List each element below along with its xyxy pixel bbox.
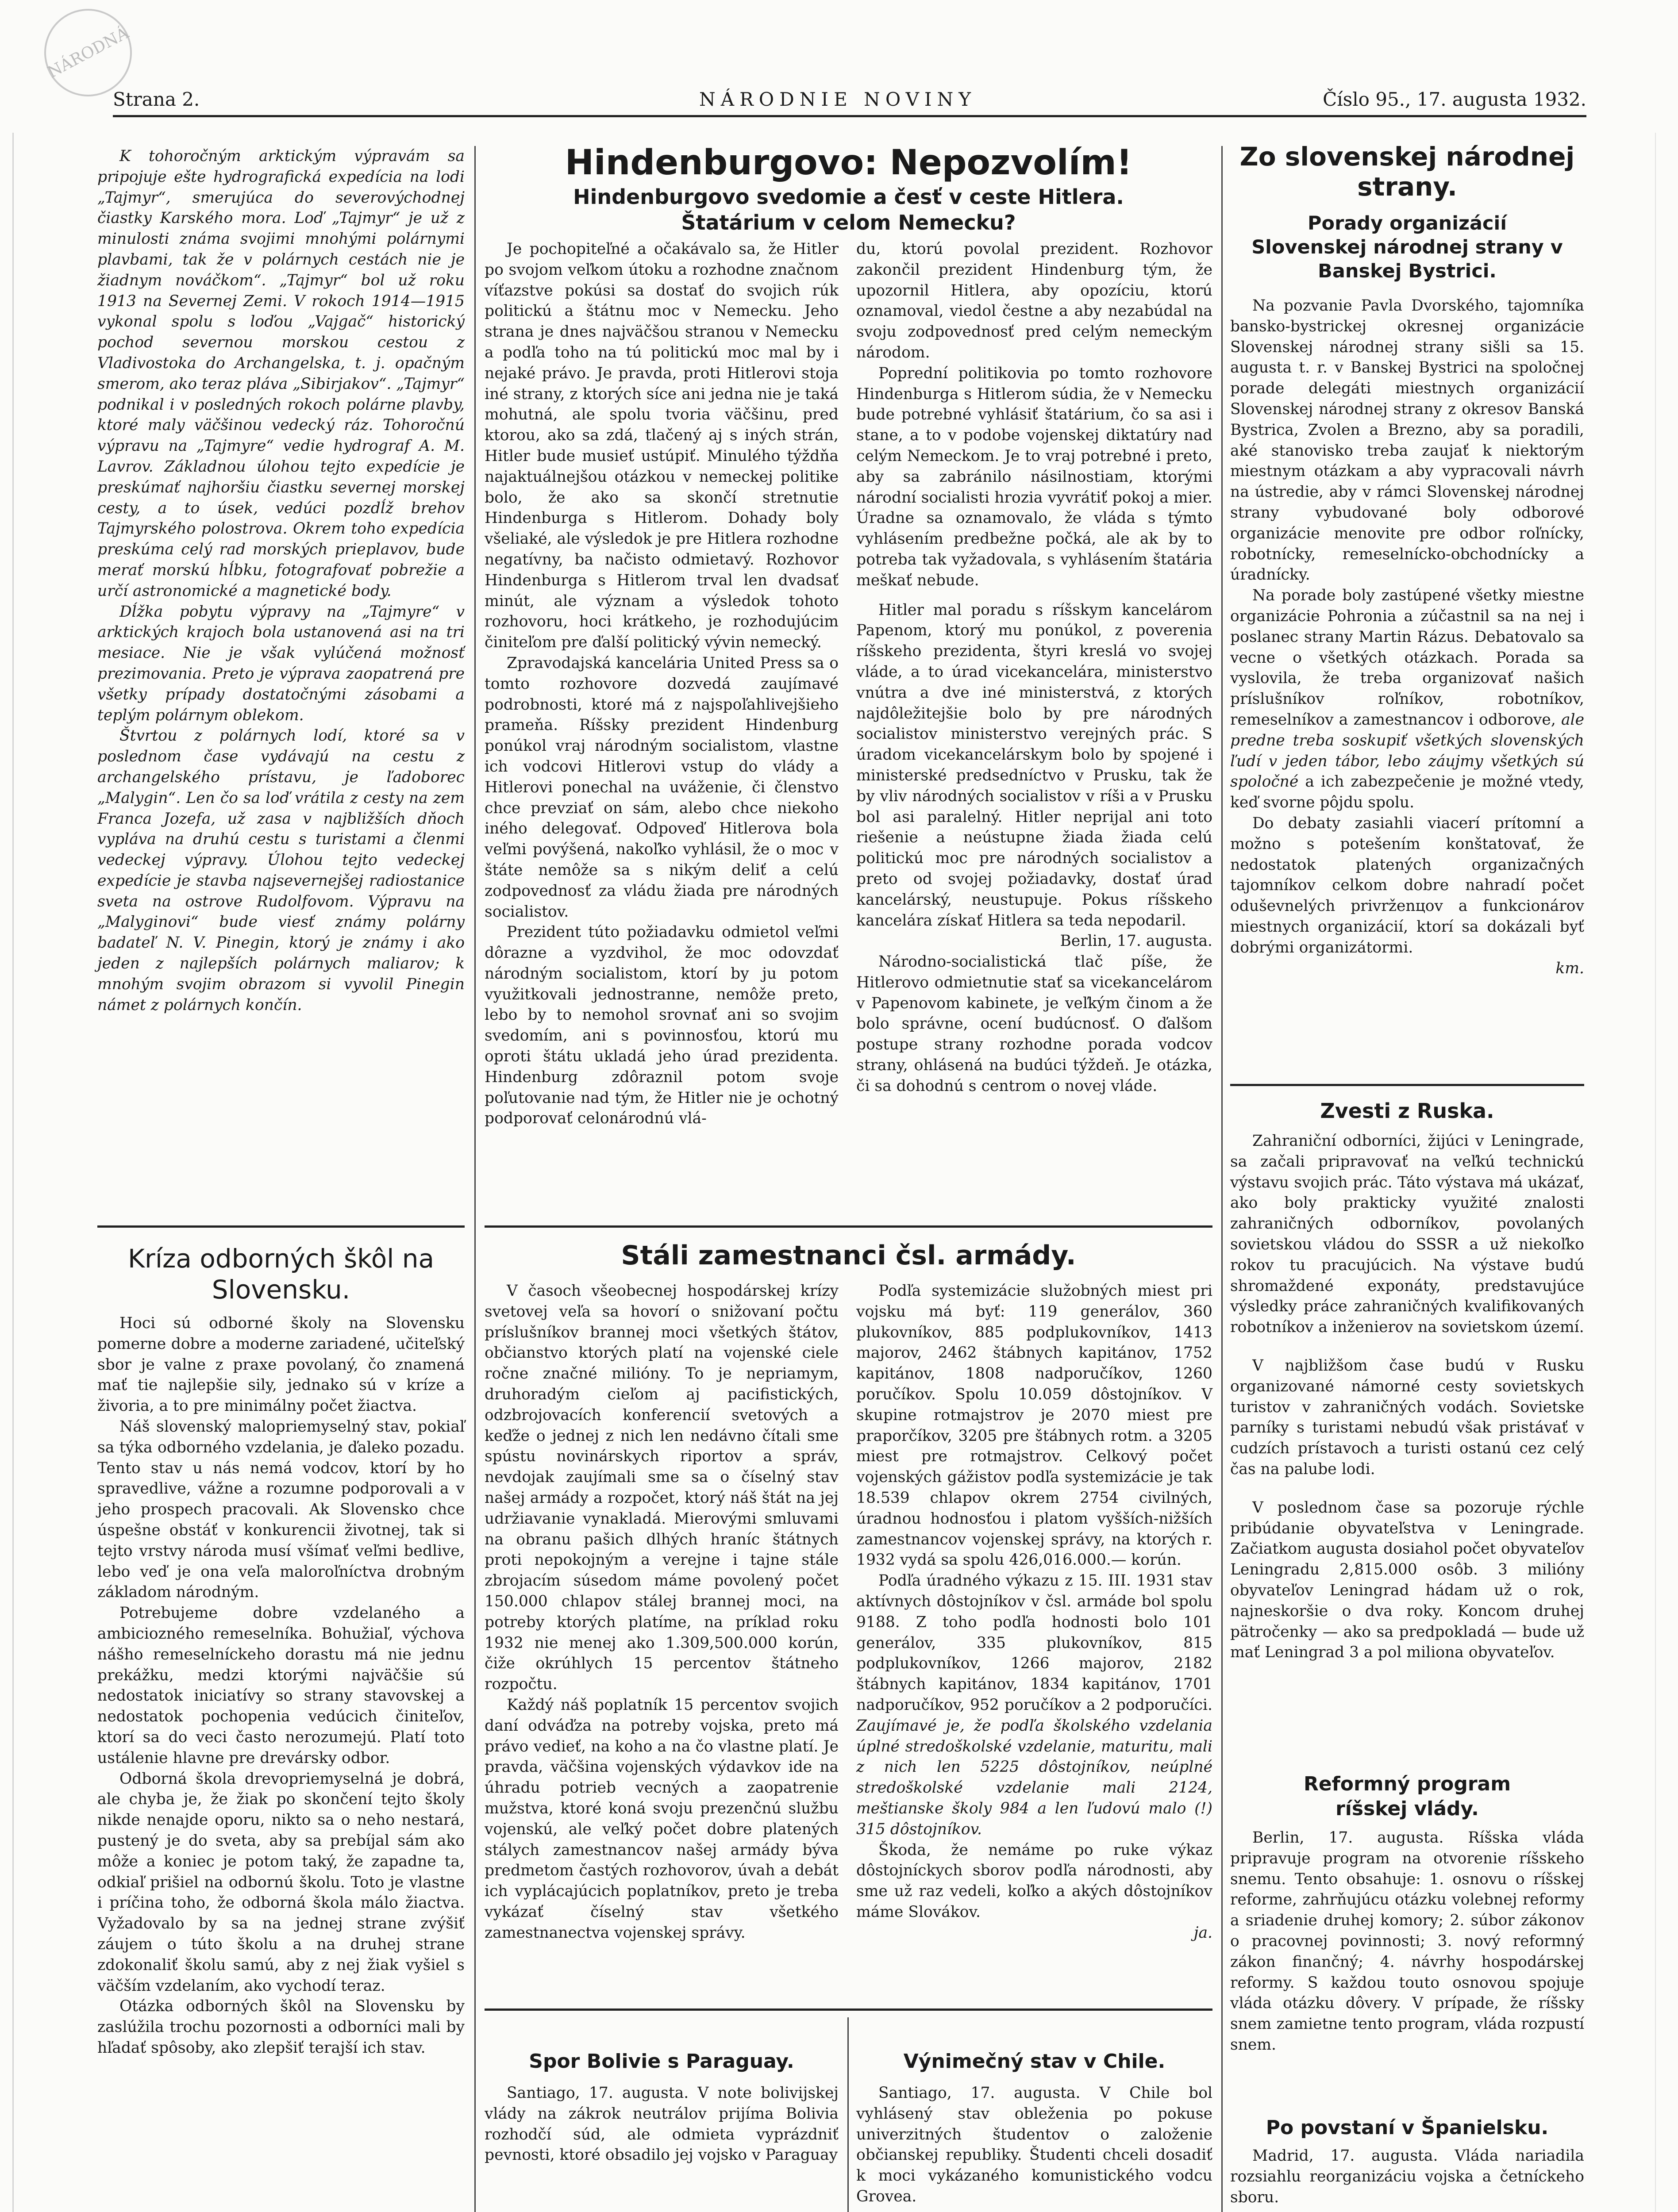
scan-edge-mark (12, 133, 14, 2212)
paragraph (856, 1571, 1212, 1839)
paragraph: Zpravodajská kancelária United Press sa o tomto rozhovore dozvedá zaujímavé podrobnosti, ktoré má z najspoľahlivejšieho prameňa. Ríšsky prezident Hindenburg ponúkol vraj národným socialistom, vlastne ich vodcovi Hitlerovi vstup do vlády a Hitlerovi ponechal na uváženie, či členstvo chce prevziať on sám, alebo chce niekoho iného delegovať. Odpoveď Hitlerova bola veľmi povýšená, nakoľko vyhlásil, že o moc v štáte nemôže sa s nikým deliť a celú zodpovednosť za vládu žiada pre národných socialistov. (485, 654, 839, 921)
page-number: Strana 2. (113, 88, 200, 110)
article-kriza (97, 1243, 465, 2058)
article-subtitle: Porady organizácií Slovenskej národnej strany v Banskej Bystrici. (1251, 212, 1563, 282)
text-run-italic: ale predne treba soskupiť všetkých slovenských ľudí v jeden tábor, lebo záujmy všetkých sú spoločné (1230, 710, 1585, 791)
author-signature: km. (1555, 959, 1584, 977)
article-zo-strany (1230, 142, 1584, 979)
column-divider (847, 2017, 849, 2212)
paragraph: Na pozvanie Pavla Dvorského, tajomníka bansko-bystrickej okresnej organizácie Slovenskej národnej strany sišli sa 15. augusta t. r. v Banskej Bystrici na spoločnej porade delegáti miestnych organizácií Slovenskej národnej strany z okresov Banská Bystrica, Zvolen a Brezno, aby sa poradili, aké stanovisko treba zaujať k niektorým miestnym otázkam a aby vypracovali návrh na ústredie, aby v rámci Slovenskej národnej strany vybudované boly odborové organizácie menovite pre odbor roľnícky, robotnícky, remeselnícko-obchodnícky a úradnícky. (1230, 297, 1584, 584)
paragraph: Santiago, 17. augusta. V note bolivijskej vlády na zákrok neutrálov prijíma Bolivia rozhodčí súd, ale odmieta vyprázdniť pevnosti, ktoré obsadilo jej vojsko v Paraguay (485, 2084, 839, 2164)
paragraph: Národno-socialistická tlač píše, že Hitlerovo odmietnutie stať sa vicekancelárom v Papenovom kabinete, je veľkým činom a že bolo správne, ocení budúcnosť. O ďalšom postupe strany rozhodne porada vodcov strany, ohlásená na budúci týždeň. Je otázka, či sa dohodnú s centrom o novej vláde. (856, 953, 1212, 1095)
article-title: Zvesti z Ruska. (1320, 1099, 1494, 1123)
paragraph: Každý náš poplatník 15 percentov svojich daní odváďza na potreby vojska, preto má právo vedieť, na koho a na čo vlastne platí. Je pravda, väčšina vojenských výdavkov ide na úhradu potrieb vecných a zaopatrenie mužstva, ktoré koná svoju prezenčnú službu vojenskú, ale veľký počet dobre platených stálych zamestnancov našej armády býva predmetom častých rozhovorov, úvah a debát ich vyplácajúcich poplatníkov, preto je treba vykázať číselný stav všetkého zamestnanectva vojenskej správy. (485, 1696, 839, 1942)
article-separator (97, 1225, 465, 1228)
article-title: Zo slovenskej národnej strany. (1239, 142, 1575, 202)
article-stali-header (485, 1239, 1212, 1272)
paragraph: K tohoročným arktickým výpravám sa pripojuje ešte hydrografická expedícia na lodi „Tajmyr“, smerujúca do severovýchodnej čiastky Karského mora. Loď „Tajmyr“ je už z minulosti známa svojimi mnohými polárnymi plavbami, tak že v polárnych cestách nie je žiadnym nováčkom“. „Tajmyr“ bol už roku 1913 na Severnej Zemi. V rokoch 1914—1915 vykonal spolu s loďou „Vajgač“ historický pochod severnou morskou cestou z Vladivostoka do Archangelska, t. j. opačným smerom, ako teraz pláva „Sibirjakov“. „Tajmyr“ podnikal i v posledných rokoch polárne plavby, ktoré maly väčšinou vedecký ráz. Tohoročnú výpravu na „Tajmyre“ vedie hydrograf A. M. Lavrov. Základnou úlohou tejto expedície je preskúmať najhoršiu čiastku severnej morskej cesty, a to úsek, vedúci pozdĺž brehov Tajmyrského polostrova. Okrem toho expedícia preskúma celý rad morských prieplavov, bude merať morskú hĺbku, fotografovať pobrežie a určí astronomické a magnetické body. (97, 147, 465, 600)
paragraph: Podľa systemizácie služobných miest pri vojsku má byť: 119 generálov, 360 plukovníkov, 885 podplukovníkov, 1413 majorov, 2462 štábnych kapitánov, 1752 kapitánov, 1808 nadporučíkov, 1260 poručíkov. Spolu 10.059 dôstojníkov. V skupine rotmajstrov je 2070 miest pre praporčíkov, 3205 pre štábnych rotm. a 3205 miest pre rotmajstrov. Celkový počet vojenských gážistov podľa systemizácie je tak 18.539 chlapov okrem 2754 civilných, úradnou hodnosťou i platom vyšších-nižších zamestnancov vojenskej správy, na ktorých r. 1932 vydá sa spolu 426,016.000.— korún. (856, 1282, 1212, 1569)
paragraph: Štvrtou z polárnych lodí, ktoré sa v poslednom čase vydávajú na cestu z archangelského prístavu, je ľadoborec „Malygin“. Len čo sa loď vrátila z cesty na zem Franca Jozefa, už zasa v najbližších dňoch vypláva na druhú cestu s turistami a členmi vedeckej výpravy. Úlohou tejto vedeckej expedície je stavba najsevernejšej radiostanice sveta na ostrove Rudolfovom. Výpravu na „Malyginovi“ bude viesť známy polárny badateľ N. V. Pinegin, ktorý je známy i ako jeden z najlepších polárnych maliarov; k mnohým svojim obrazom si vyvolil Pinegin námet z polárnych končín. (97, 727, 465, 1014)
paragraph: Otázka odborných škôl na Slovensku by zaslúžila trochu pozornosti a odborníci mali by hľadať spôsoby, ako zlepšiť terajší ich stav. (97, 1997, 465, 2057)
hindenburg-col-left (485, 239, 839, 1129)
issue-info: Číslo 95., 17. augusta 1932. (1323, 88, 1586, 110)
paragraph: Dĺžka pobytu výpravy na „Tajmyre“ v arktických krajoch bola ustanovená asi na tri mesiace. Nie je však vylúčená možnosť prezimovania. Preto je výprava zaopatrená pre všetky prípady dostatočnými zásobami a teplým polárnym oblekom. (97, 603, 465, 724)
text-run: a ich zabezpečenie je možné vtedy, keď svorne pôjdu spolu. (1230, 773, 1584, 812)
paragraph: Škoda, že nemáme po ruke výkaz dôstojníckych sborov podľa národnosti, aby sme už raz vedeli, koľko a akých dôstojníkov máme Slovákov. (856, 1841, 1212, 1921)
paragraph: Hoci sú odborné školy na Slovensku pomerne dobre a moderne zariadené, učiteľský sbor je valne z praxe povolaný, čo znamená mať tie najlepšie sily, jednako sú v kríze a živoria, a to pre minimálny počet žiactva. (97, 1314, 465, 1415)
article-subtitle: Hindenburgovo svedomie a česť v ceste Hitlera. (573, 185, 1124, 209)
paragraph: Santiago, 17. augusta. V Chile bol vyhlásený stav obleženia po pokuse univerzitných študentov o založenie občianskej republiky. Študenti chceli dosadiť k moci vykázaného komunistického vodcu Grovea. (856, 2084, 1212, 2205)
dateline: Berlin, 17. augusta. (1060, 932, 1212, 950)
article-spor (485, 2048, 839, 2166)
paragraph: V poslednom čase sa pozoruje rýchle pribúdanie obyvateľstva v Leningrade. Začiatkom augusta dosiahol počet obyvateľov Leningradu 2,815.000 osôb. 3 milióny obyvateľov Leningrad hádam už o rok, najneskoršie o dva roky. Koncom druhej pätročenky — ako sa predpokladá — bude už mať Leningrad 3 a pol miliona obyvateľov. (1230, 1498, 1584, 1662)
paragraph: Odborná škola drevopriemyselná je dobrá, ale chyba je, že žiak po skončení tejto školy nikde nenajde oporu, nikto sa o neho nestará, pustený je do sveta, aby sa prebíjal sám ako môže a koniec je potom taký, že zapadne ta, odkiaľ prišiel na odbornú školu. Toto je vlastne i príčina toho, že odborná škola málo žiactva. Vyžadovalo by sa na jednej strane zvýšiť záujem o túto školu a na druhej strane zdokonaliť školu samú, aby z nej žiak vyšiel s väčším vzdelaním, ako vychodí teraz. (97, 1770, 465, 1995)
article-separator (485, 2008, 1212, 2011)
paragraph: Potrebujeme dobre vzdelaného a ambiciozného remeselníka. Bohužiaľ, výchova nášho remeselníckeho dorastu má nie jednu prekážku, medzi ktorými najväčšie sú nedostatok iniciatívy so strany stavovskej a nedostatok pochopenia vedúcich činiteľov, ktorí sa do veci často nerozumejú. Platí toto ustálenie hlavne pre drevársky odbor. (97, 1604, 465, 1767)
hindenburg-col-right (856, 239, 1212, 1097)
article-title: Hindenburgovo: Nepozvolím! (565, 143, 1132, 183)
article-title: Reformný program ríšskej vlády. (1303, 1773, 1511, 1820)
article-title: Spor Bolivie s Paraguay. (529, 2050, 794, 2073)
column-divider (1221, 146, 1223, 2212)
paragraph (1230, 585, 1584, 813)
stamp-text: NÁRODNÁ (44, 23, 132, 82)
article-reform (1230, 1772, 1584, 2055)
column-divider (474, 146, 476, 2212)
text-run-italic: Zaujímavé je, že podľa školského vzdelania úplné stredoškolské vzdelanie, maturitu, mali z nich len 5225 dôstojníkov, neúplné stredoškolské vzdelanie mali 2124, meštianske školy 984 a len ľudovú malo (!) 315 dôstojníkov. (856, 1717, 1212, 1838)
scan-edge-mark (1655, 133, 1656, 2212)
article-hindenburg-header (485, 142, 1212, 235)
paragraph: V časoch všeobecnej hospodárskej krízy svetovej veľa sa hovorí o snižovaní počtu príslušníkov brannej moci všetkých štátov, občianstvo ktorých platí na vojenské ciele ročne značné milióny. To je nepriamym, druhoradým cieľom aj pacifistických, odzbrojovacích konferencií svetových a keďže o jednej z nich len nedávno čítali sme spústu novinárskych riportov a správ, nevdojak zaujímali sme sa o číselný stav našej armády a rozpočet, ktorý náš štát na jej udržiavanie vynakladá. Mierovými smluvami na obranu pašich dlhých hraníc štátnych proti nepokojným a verejne i tajne stále zbrojacím súsedom máme povolený počet 150.000 chlapov stálej brannej moci, na potreby ktorých platíme, na príklad roku 1932 nie menej ako 1.309,500.000 korún, čiže okrúhlych 15 percentov štátneho rozpočtu. (485, 1282, 839, 1694)
paragraph: Berlin, 17. augusta. Ríšska vláda pripravuje program na otvorenie ríšskeho snemu. Tento obsahuje: 1. osnovu o ríšskej reforme, zahrňujúcu otázku volebnej reformy a sriadenie druhej komory; 2. súbor zákonov o pracovnej povinnosti; 3. nový reformný zákon finančný; 4. návrhy hospodárskej reformy. S každou touto osnovou spojuje vláda otázku dôvery. V prípade, že ríšsky snem zamietne tento program, vláda rozpustí snem. (1230, 1829, 1584, 2054)
article-separator (485, 1225, 1212, 1228)
paragraph: Je pochopiteľné a očakávalo sa, že Hitler po svojom veľkom útoku a rozhodne značnom víťazstve pokúsi sa dostať do svojich rúk politickú a štátnu moc v Nemecku. Jeho strana je dnes najväčšou stranou v Nemecku a podľa toho na tú politickú moc mal by i nejaké právo. Je pravda, proti Hitlerovi stoja iné strany, z ktorých síce ani jedna nie je taká mohutná, ale spolu tvoria väčšinu, pred ktorou, ako sa zdá, tlačený aj s iných strán, Hitler bude musieť ustúpiť. Minulého týždňa najaktuálnejšou otázkou v nemeckej politike bolo, že ako sa skončí stretnutie Hindenburga s Hitlerom. Dohady boly všeliaké, ale výsledok je pre Hitlera rozhodne negatívny, ba načisto odmietavý. Rozhovor Hindenburga s Hitlerom trval len dvadsať minút, ale význam a výsledok tohoto rozhovoru, hoci krátkeho, je rozhodujúcim činiteľom pre ďalší politický vývin nemecký. (485, 240, 839, 652)
text-run: Na porade boly zastúpené všetky miestne organizácie Pohronia a zúčastnil sa na nej i poslanec strany Martin Rázus. Debatovalo sa vecne o všetkých otázkach. Porada sa vyslovila, že treba organizovať našich príslušníkov roľníkov, robotníkov, remeselníkov a zamestnancov i odborove, (1230, 587, 1584, 729)
article-spain (1230, 2115, 1584, 2208)
stali-col-left (485, 1281, 839, 1943)
paragraph: du, ktorú povolal prezident. Rozhovor zakončil prezident Hindenburg tým, že upozornil Hitlera, aby opozíciu, ktorú oznamoval, viedol čestne a aby nezabúdal na svoju zodpovednosť pred celým nemeckým národom. (856, 240, 1212, 361)
article-title: Výnimečný stav v Chile. (903, 2050, 1166, 2073)
paragraph: Do debaty zasiahli viacerí prítomní a možno s potešením konštatovať, že nedostatok platených organizačných tajomníkov celkom dobre nahradí počet oduševnelých privrženцov a funkcionárov miestnych organizácií, ktorí sa dokázali byť dobrými organizátormi. (1230, 814, 1584, 956)
article-title: Po povstaní v Španielsku. (1266, 2116, 1549, 2139)
article-subtitle: Štatárium v celom Nemecku? (681, 211, 1016, 234)
text-run: Podľa úradného výkazu z 15. III. 1931 stav aktívnych dôstojníkov v čsl. armáde bol spolu 9188. Z toho podľa hodnosti bolo 101 generálov, 335 plukovníkov, 815 podplukovníkov, 1266 majorov, 2182 štábnych kapitánov, 1834 kapitánov, 1701 nadporučíkov, 952 poručíkov a 2 podporučíci. (856, 1572, 1212, 1714)
article-separator (1230, 1084, 1584, 1086)
newspaper-title: NÁRODNIE NOVINY (699, 88, 977, 110)
article-title: Kríza odborných škôl na Slovensku. (127, 1244, 435, 1305)
paragraph: V najbližšom čase budú v Rusku organizované námorné cesty sovietskych turistov v zahraničných vodách. Sovietske parníky s turistami nebudú však pristávať v cudzích prístavoch a turisti ostanú cez celý čas na palube lodi. (1230, 1356, 1584, 1478)
page-header (113, 88, 1586, 117)
paragraph: Prezident túto požiadavku odmietol veľmi dôrazne a vyzdvihol, že moc odovzdať národným socialistom, ktorí by ju potom využitkovali jednostranne, nemôže preto, lebo by to nemohol srovnať ani so svojim svedomím, ani s povinnosťou, ktorú mu oproti štátu ukladá jeho úrad prezidenta. Hindenburg zdôraznil potom svoje poľutovanie nad tým, že Hitler nie je ochotný podporovať celonárodnú vlá- (485, 923, 839, 1128)
paragraph: Náš slovenský malopriemyselný stav, pokiaľ sa týka odborného vzdelania, je ďaleko pozadu. Tento stav u nás nemá vodcov, ktorí by ho spravedlive, vážne a rozumne podporovali a v jeho prospech pracovali. Ak Slovensko chce úspešne obstáť v konkurencii životnej, tak si tejto vrstvy národa musí všímať veľmi bedlive, lebo veď je ona veľa maloroľníctva drobným základom národným. (97, 1417, 465, 1601)
author-signature: ja. (1193, 1924, 1212, 1942)
stali-col-right (856, 1281, 1212, 1943)
article-chile (856, 2048, 1212, 2207)
paragraph: Zahraniční odborníci, žijúci v Leningrade, sa začali pripravovať na veľkú technickú výstavu svojich prác. Táto výstava má ukázať, ako boly prakticky využité znalosti zahraničných odborníkov, povolaných sovietskou vládou do SSSR a už niekoľko rokov tu pracujúcich. Na výstave budú shromaždené exponáty, predstavujúce výsledky práce zahraničných kvalifikovaných robotníkov a inženierov na sovietskom území. (1230, 1132, 1584, 1336)
paragraph: Hitler mal poradu s ríšskym kancelárom Papenom, ktorý mu ponúkol, z poverenia ríšskeho prezidenta, štyri kreslá vo svojej vláde, a to úrad vicekancelára, ministerstvo vnútra a dve iné ministerstvá, z ktorých najdôležitejšie bolo by pre národných socialistov ministerstvo verejných prác. S úradom vicekancelárskym bolo by spojené i ministerské predsedníctvo v Prusku, tak že by vliv národných socialistov v ríši a v Prusku bol asi paralelný. Hitler neprijal ani toto riešenie a neústupne žiada žiada celú politickú moc pre národných socialistov a preto od svojej požiadavky, dostať úrad kancelárský, neustupuje. Pokus ríšskeho kancelára získať Hitlera sa teda nepodaril. (856, 601, 1212, 929)
paragraph: Poprední politikovia po tomto rozhovore Hindenburga s Hitlerom súdia, že v Nemecku bude potrebné vyhlásiť štatárium, čo sa asi i stane, a to v podobe vojenskej diktatúry nad celým Nemeckom. Je to vraj potrebné i preto, aby sa zabránilo násilnostiam, ktorými národní socialisti hrozia vyvrátiť pokoj a mier. Úradne sa oznamovalo, že vláda s týmto vyhlásením predbežne počká, ale ak by to potreba tak vyžadovala, s vyhlásením štatária meškať nebude. (856, 364, 1212, 589)
paragraph: Madrid, 17. augusta. Vláda nariadila rozsiahlu reorganizáciu vojska a četníckeho sboru. (1230, 2147, 1584, 2206)
column-arctic (97, 146, 465, 1015)
article-rusko (1230, 1097, 1584, 1663)
article-title: Stáli zamestnanci čsl. armády. (621, 1240, 1076, 1271)
